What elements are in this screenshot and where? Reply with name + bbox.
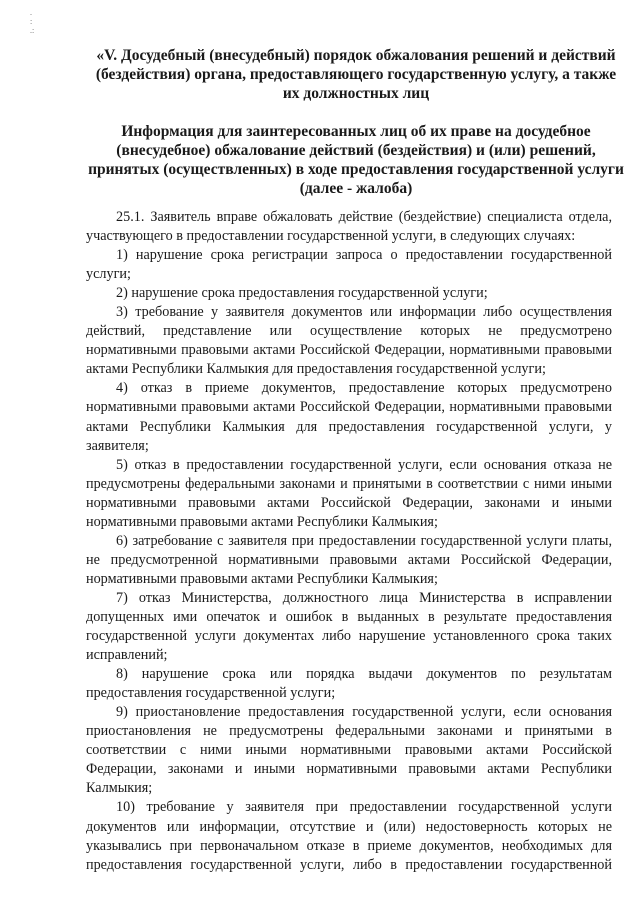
section-title: «V. Досудебный (внесудебный) порядок обжалования решений и действий (бездействия) органа, предоставляющего государственную услугу, а также их должностных лиц [95,47,617,102]
paragraph-25-1: 25.1. Заявитель вправе обжаловать действие (бездействие) специалиста отдела, участвующего в предоставлении государственной услуги, в следующих случаях: [86,209,612,245]
subsection-title: Информация для заинтересованных лиц об их праве на досудебное (внесудебное) обжалование действий (бездействия) и (или) решений, принятых (осуществленных) в ходе предоставления государственной услуги (далее - жалоба) [88,123,624,197]
paragraph-item-1: 1) нарушение срока регистрации запроса о предоставлении государственной услуги; [86,247,612,283]
paragraph-item-5: 5) отказ в предоставлении государственной услуги, если основания отказа не предусмотрены федеральными законами и принятыми в соответствии с ними иными нормативными правовыми актами Российской Федерации, законами и иными нормативными правовыми актами Республики Калмыкия; [86,456,612,530]
paragraph-item-8: 8) нарушение срока или порядка выдачи документов по результатам предоставления государственной услуги; [86,666,612,702]
paragraph-item-4: 4) отказ в приеме документов, предоставление которых предусмотрено нормативными правовыми актами Российской Федерации, нормативными правовыми актами Республики Калмыкия для предоставления государственной услуги, у заявителя; [86,380,612,454]
scan-marks: . : .: [30,8,35,35]
body-text [86,208,612,875]
paragraph-item-7: 7) отказ Министерства, должностного лица Министерства в исправлении допущенных ими опечаток и ошибок в выданных в результате предоставления государственной услуги документах либо нарушение установленного срока таких исправлений; [86,589,612,664]
paragraph-item-9: 9) приостановление предоставления государственной услуги, если основания приостановления не предусмотрены федеральными законами и принятыми в соответствии с ними иными нормативными правовыми актами Российской Федерации, законами и иными нормативными правовыми актами Республики Калмыкия; [86,704,612,797]
paragraph-item-2: 2) нарушение срока предоставления государственной услуги; [116,285,488,302]
paragraph-item-10: 10) требование у заявителя при предоставлении государственной услуги документов или информации, отсутствие и (или) недостоверность которых не указывались при первоначальном отказе в приеме документов, необходимых для предоставления государственной услуги, либо в предоставлении государственной [86,799,612,873]
paragraph-item-6: 6) затребование с заявителя при предоставлении государственной услуги платы, не предусмотренной нормативными правовыми актами Российской Федерации, нормативными правовыми актами Республики Калмыкия; [86,532,612,587]
paragraph-item-3: 3) требование у заявителя документов или информации либо осуществления действий, представление или осуществление которых не предусмотрено нормативными правовыми актами Российской Федерации, нормативными правовыми актами Республики Калмыкия для предоставления государственной услуги; [86,304,612,378]
